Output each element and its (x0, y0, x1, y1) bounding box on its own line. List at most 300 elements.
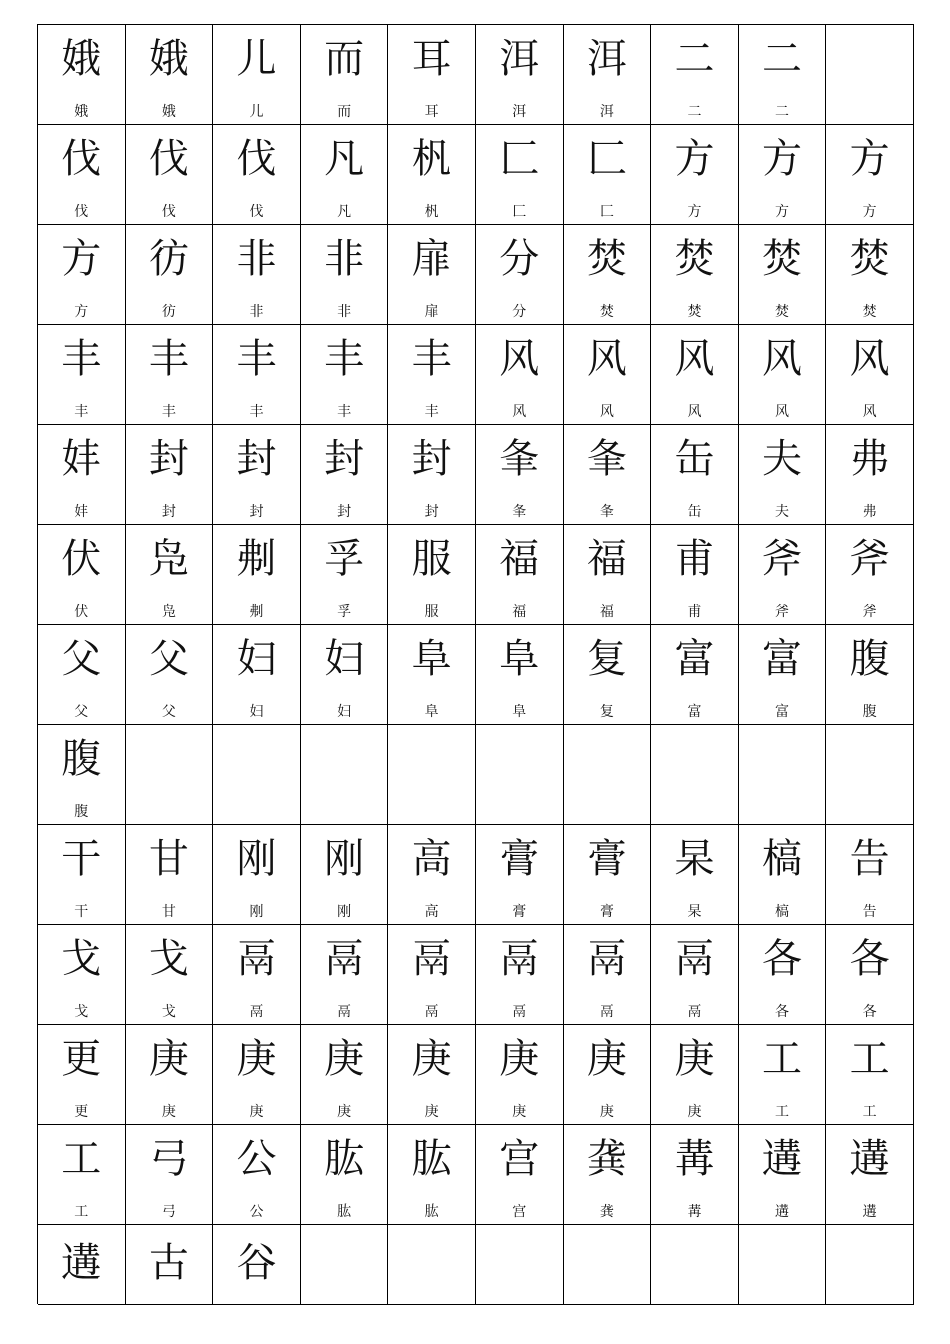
table-cell (38, 725, 126, 825)
table-cell (126, 525, 214, 625)
bronze-script-glyph: 杲 (674, 836, 715, 882)
character-label: 方 (862, 204, 877, 220)
character-label: 而 (337, 104, 352, 120)
character-label: 遘 (775, 1204, 790, 1220)
character-label: 匚 (512, 204, 527, 220)
table-cell (213, 325, 301, 425)
bronze-script-glyph: 封 (148, 436, 189, 482)
table-cell (651, 225, 739, 325)
character-label: 戈 (74, 1004, 89, 1020)
table-cell (564, 525, 652, 625)
character-label: 鬲 (599, 1004, 614, 1020)
character-label: 非 (249, 304, 264, 320)
table-cell (651, 625, 739, 725)
bronze-script-glyph: 腹 (849, 636, 890, 682)
bronze-script-glyph: 封 (236, 436, 277, 482)
bronze-script-glyph: 鬲 (324, 936, 365, 982)
table-cell (388, 25, 476, 125)
table-cell (388, 125, 476, 225)
character-label: 戈 (161, 1004, 176, 1020)
bronze-script-glyph: 夆 (499, 436, 540, 482)
table-cell (476, 425, 564, 525)
table-cell (38, 625, 126, 725)
bronze-script-glyph: 洱 (586, 36, 627, 82)
table-cell (564, 825, 652, 925)
character-label: 洱 (599, 104, 614, 120)
table-cell (564, 225, 652, 325)
character-label: 告 (862, 904, 877, 920)
character-label: 庚 (512, 1104, 527, 1120)
bronze-script-glyph: 庚 (499, 1036, 540, 1082)
table-cell (739, 925, 827, 1025)
character-label: 妇 (337, 704, 352, 720)
character-label: 肱 (424, 1204, 439, 1220)
bronze-script-glyph: 二 (674, 36, 715, 82)
bronze-script-glyph: 丰 (324, 336, 365, 382)
character-label: 干 (74, 904, 89, 920)
character-label: 膏 (512, 904, 527, 920)
bronze-script-glyph: 丰 (236, 336, 277, 382)
table-cell (301, 825, 389, 925)
table-cell (739, 1225, 827, 1305)
character-label: 二 (687, 104, 702, 120)
table-row (38, 825, 914, 925)
character-label: 丰 (337, 404, 352, 420)
bronze-script-glyph: 非 (324, 236, 365, 282)
bronze-script-glyph: 缶 (674, 436, 715, 482)
table-cell (476, 325, 564, 425)
bronze-script-glyph: 庚 (236, 1036, 277, 1082)
bronze-script-glyph: 扉 (411, 236, 452, 282)
bronze-script-glyph: 伏 (61, 536, 102, 582)
table-cell (126, 1225, 214, 1305)
table-cell (388, 725, 476, 825)
table-row (38, 425, 914, 525)
table-cell (739, 125, 827, 225)
bronze-script-glyph: 腹 (61, 736, 102, 782)
table-cell (388, 825, 476, 925)
character-label: 焚 (862, 304, 877, 320)
table-cell (38, 325, 126, 425)
bronze-script-glyph: 遘 (61, 1240, 102, 1286)
bronze-script-glyph: 遘 (849, 1136, 890, 1182)
table-cell (126, 125, 214, 225)
table-cell (564, 625, 652, 725)
character-label: 刚 (249, 904, 264, 920)
character-label: 焚 (687, 304, 702, 320)
table-cell (388, 925, 476, 1025)
bronze-script-glyph: 庚 (674, 1036, 715, 1082)
bronze-script-glyph: 各 (849, 936, 890, 982)
bronze-script-glyph: 丰 (411, 336, 452, 382)
character-label: 刜 (249, 604, 264, 620)
table-cell (213, 625, 301, 725)
character-label: 阜 (512, 704, 527, 720)
bronze-script-glyph: 鬲 (674, 936, 715, 982)
table-row (38, 625, 914, 725)
table-cell (826, 425, 914, 525)
character-label: 匚 (599, 204, 614, 220)
table-cell (301, 425, 389, 525)
table-cell (388, 1125, 476, 1225)
bronze-script-glyph: 斧 (762, 536, 803, 582)
bronze-script-glyph: 儿 (236, 36, 277, 82)
character-label: 甘 (161, 904, 176, 920)
table-cell (301, 925, 389, 1025)
bronze-script-glyph: 庚 (148, 1036, 189, 1082)
table-cell (301, 125, 389, 225)
table-cell (213, 125, 301, 225)
bronze-script-glyph: 彷 (148, 236, 189, 282)
bronze-script-glyph: 二 (762, 36, 803, 82)
table-cell (126, 1125, 214, 1225)
table-cell (826, 1125, 914, 1225)
table-cell (476, 625, 564, 725)
bronze-script-glyph: 封 (324, 436, 365, 482)
character-label: 妇 (249, 704, 264, 720)
character-label: 伏 (74, 604, 89, 620)
character-label: 复 (599, 704, 614, 720)
table-row (38, 225, 914, 325)
bronze-script-glyph: 膏 (499, 836, 540, 882)
character-label: 弗 (862, 504, 877, 520)
character-label: 遘 (862, 1204, 877, 1220)
table-cell (739, 1125, 827, 1225)
character-label: 方 (775, 204, 790, 220)
character-label: 二 (775, 104, 790, 120)
bronze-script-glyph: 龚 (586, 1136, 627, 1182)
bronze-script-glyph: 高 (411, 836, 452, 882)
table-cell (213, 1025, 301, 1125)
character-label: 腹 (862, 704, 877, 720)
character-label: 庚 (599, 1104, 614, 1120)
table-cell (126, 725, 214, 825)
table-cell (388, 1225, 476, 1305)
character-label: 庚 (249, 1104, 264, 1120)
bronze-script-glyph: 古 (148, 1240, 189, 1286)
table-cell (301, 25, 389, 125)
table-cell (476, 25, 564, 125)
bronze-script-glyph: 斧 (849, 536, 890, 582)
bronze-script-glyph: 鬲 (411, 936, 452, 982)
character-label: 风 (775, 404, 790, 420)
table-cell (651, 1125, 739, 1225)
table-cell (126, 25, 214, 125)
table-cell (476, 1225, 564, 1305)
bronze-script-glyph: 福 (499, 536, 540, 582)
table-cell (476, 725, 564, 825)
character-label: 凡 (337, 204, 352, 220)
bronze-script-glyph: 富 (674, 636, 715, 682)
bronze-script-glyph: 刜 (236, 536, 277, 582)
character-label: 丰 (249, 404, 264, 420)
table-cell (564, 1025, 652, 1125)
table-cell (213, 725, 301, 825)
table-row (38, 1125, 914, 1225)
table-cell (476, 225, 564, 325)
table-cell (651, 125, 739, 225)
table-cell (388, 425, 476, 525)
table-cell (213, 825, 301, 925)
bronze-script-glyph: 弗 (849, 436, 890, 482)
character-label: 阜 (424, 704, 439, 720)
character-label: 庚 (424, 1104, 439, 1120)
character-label: 父 (74, 704, 89, 720)
bronze-script-glyph: 风 (499, 336, 540, 382)
character-label: 龚 (599, 1204, 614, 1220)
table-row (38, 1225, 914, 1305)
bronze-script-glyph: 风 (762, 336, 803, 382)
bronze-script-glyph: 阜 (499, 636, 540, 682)
character-label: 方 (74, 304, 89, 320)
table-cell (651, 925, 739, 1025)
bronze-script-glyph: 匚 (586, 136, 627, 182)
character-label: 庚 (161, 1104, 176, 1120)
bronze-script-glyph: 肱 (324, 1136, 365, 1182)
table-cell (38, 1025, 126, 1125)
character-label: 儿 (249, 104, 264, 120)
bronze-script-glyph: 娥 (61, 36, 102, 82)
table-cell (651, 425, 739, 525)
bronze-script-glyph: 福 (586, 536, 627, 582)
bronze-script-glyph: 而 (324, 36, 365, 82)
table-cell (301, 525, 389, 625)
table-cell (826, 325, 914, 425)
character-label: 槁 (775, 904, 790, 920)
character-label: 斧 (862, 604, 877, 620)
bronze-script-glyph: 焚 (762, 236, 803, 282)
table-cell (301, 1125, 389, 1225)
bronze-script-glyph: 妦 (61, 436, 102, 482)
table-cell (388, 625, 476, 725)
table-cell (126, 625, 214, 725)
character-label: 风 (862, 404, 877, 420)
character-label: 夆 (599, 504, 614, 520)
table-cell (476, 925, 564, 1025)
bronze-script-glyph: 洱 (499, 36, 540, 82)
character-label: 各 (862, 1004, 877, 1020)
character-label: 妦 (74, 504, 89, 520)
bronze-script-glyph: 伐 (61, 136, 102, 182)
table-cell (564, 1225, 652, 1305)
character-label: 服 (424, 604, 439, 620)
character-label: 焚 (599, 304, 614, 320)
table-cell (38, 125, 126, 225)
bronze-script-glyph: 焚 (849, 236, 890, 282)
character-label: 丰 (74, 404, 89, 420)
character-label: 娥 (74, 104, 89, 120)
table-cell (301, 1025, 389, 1125)
bronze-script-glyph: 肱 (411, 1136, 452, 1182)
character-label: 风 (512, 404, 527, 420)
character-label: 伐 (161, 204, 176, 220)
character-label: 孚 (337, 604, 352, 620)
character-table (37, 24, 914, 1304)
table-cell (388, 1025, 476, 1125)
bronze-script-glyph: 伐 (236, 136, 277, 182)
table-cell (651, 1025, 739, 1125)
table-cell (476, 1025, 564, 1125)
table-cell (213, 525, 301, 625)
character-label: 洱 (512, 104, 527, 120)
character-label: 杲 (687, 904, 702, 920)
character-label: 娥 (161, 104, 176, 120)
bronze-script-glyph: 孚 (324, 536, 365, 582)
table-cell (38, 825, 126, 925)
table-cell (38, 925, 126, 1025)
table-cell (564, 1125, 652, 1225)
table-cell (126, 1025, 214, 1125)
character-label: 庚 (337, 1104, 352, 1120)
table-cell (388, 325, 476, 425)
bronze-script-glyph: 方 (61, 236, 102, 282)
bronze-script-glyph: 杋 (411, 136, 452, 182)
table-cell (826, 725, 914, 825)
character-label: 封 (337, 504, 352, 520)
table-cell (213, 925, 301, 1025)
table-cell (651, 1225, 739, 1305)
table-cell (826, 1225, 914, 1305)
bronze-script-glyph: 工 (849, 1036, 890, 1082)
bronze-script-glyph: 告 (849, 836, 890, 882)
table-cell (301, 1225, 389, 1305)
bronze-script-glyph: 娥 (148, 36, 189, 82)
bronze-script-glyph: 刚 (236, 836, 277, 882)
bronze-script-glyph: 复 (586, 636, 627, 682)
table-cell (38, 1125, 126, 1225)
bronze-script-glyph: 妇 (324, 636, 365, 682)
character-label: 各 (775, 1004, 790, 1020)
table-cell (564, 125, 652, 225)
bronze-script-glyph: 戈 (148, 936, 189, 982)
table-cell (38, 1225, 126, 1305)
table-cell (301, 725, 389, 825)
table-cell (38, 225, 126, 325)
table-cell (651, 725, 739, 825)
bronze-script-glyph: 刚 (324, 836, 365, 882)
bronze-script-glyph: 公 (236, 1136, 277, 1182)
character-label: 福 (599, 604, 614, 620)
table-cell (38, 425, 126, 525)
table-cell (826, 825, 914, 925)
character-label: 鬲 (249, 1004, 264, 1020)
bronze-script-glyph: 工 (762, 1036, 803, 1082)
character-label: 肱 (337, 1204, 352, 1220)
bronze-script-glyph: 膏 (586, 836, 627, 882)
table-cell (826, 625, 914, 725)
character-label: 夆 (512, 504, 527, 520)
character-label: 鬲 (512, 1004, 527, 1020)
character-label: 父 (161, 704, 176, 720)
table-cell (739, 325, 827, 425)
table-cell (126, 425, 214, 525)
bronze-script-glyph: 遘 (762, 1136, 803, 1182)
character-label: 刚 (337, 904, 352, 920)
table-cell (651, 25, 739, 125)
table-row (38, 1025, 914, 1125)
bronze-script-glyph: 槁 (762, 836, 803, 882)
character-label: 扉 (424, 304, 439, 320)
character-label: 富 (775, 704, 790, 720)
table-cell (739, 1025, 827, 1125)
table-cell (38, 525, 126, 625)
table-row (38, 925, 914, 1025)
table-cell (213, 1125, 301, 1225)
character-label: 耳 (424, 104, 439, 120)
table-cell (126, 925, 214, 1025)
character-label: 庚 (687, 1104, 702, 1120)
bronze-script-glyph: 阜 (411, 636, 452, 682)
table-cell (476, 125, 564, 225)
table-cell (564, 325, 652, 425)
character-label: 斧 (775, 604, 790, 620)
bronze-script-glyph: 焚 (674, 236, 715, 282)
character-label: 封 (161, 504, 176, 520)
bronze-script-glyph: 庚 (411, 1036, 452, 1082)
bronze-script-glyph: 宫 (499, 1136, 540, 1182)
table-cell (739, 525, 827, 625)
character-label: 宫 (512, 1204, 527, 1220)
table-cell (301, 225, 389, 325)
bronze-script-glyph: 方 (762, 136, 803, 182)
character-label: 伐 (249, 204, 264, 220)
character-label: 焚 (775, 304, 790, 320)
table-row (38, 125, 914, 225)
bronze-script-glyph: 鬲 (586, 936, 627, 982)
character-label: 丰 (161, 404, 176, 420)
character-label: 膏 (599, 904, 614, 920)
character-label: 冓 (687, 1204, 702, 1220)
character-label: 非 (337, 304, 352, 320)
character-label: 弓 (161, 1204, 176, 1220)
bronze-script-glyph: 封 (411, 436, 452, 482)
character-label: 鬲 (337, 1004, 352, 1020)
bronze-script-glyph: 甘 (148, 836, 189, 882)
character-label: 方 (687, 204, 702, 220)
character-label: 杋 (424, 204, 439, 220)
table-row (38, 525, 914, 625)
table-cell (826, 525, 914, 625)
character-label: 丰 (424, 404, 439, 420)
bronze-script-glyph: 丰 (148, 336, 189, 382)
table-cell (301, 325, 389, 425)
table-cell (651, 325, 739, 425)
character-label: 夫 (775, 504, 790, 520)
character-label: 福 (512, 604, 527, 620)
table-cell (651, 825, 739, 925)
bronze-script-glyph: 戈 (61, 936, 102, 982)
bronze-script-glyph: 方 (849, 136, 890, 182)
bronze-script-glyph: 焚 (586, 236, 627, 282)
table-cell (38, 25, 126, 125)
character-label: 风 (599, 404, 614, 420)
character-label: 封 (424, 504, 439, 520)
table-cell (739, 825, 827, 925)
bronze-script-glyph: 匚 (499, 136, 540, 182)
character-label: 工 (775, 1104, 790, 1120)
bronze-script-glyph: 甫 (674, 536, 715, 582)
table-cell (476, 525, 564, 625)
table-cell (739, 25, 827, 125)
table-cell (826, 125, 914, 225)
character-label: 风 (687, 404, 702, 420)
table-cell (739, 625, 827, 725)
table-cell (476, 1125, 564, 1225)
bronze-script-glyph: 非 (236, 236, 277, 282)
bronze-script-glyph: 伐 (148, 136, 189, 182)
bronze-script-glyph: 父 (61, 636, 102, 682)
character-label: 彷 (161, 304, 176, 320)
